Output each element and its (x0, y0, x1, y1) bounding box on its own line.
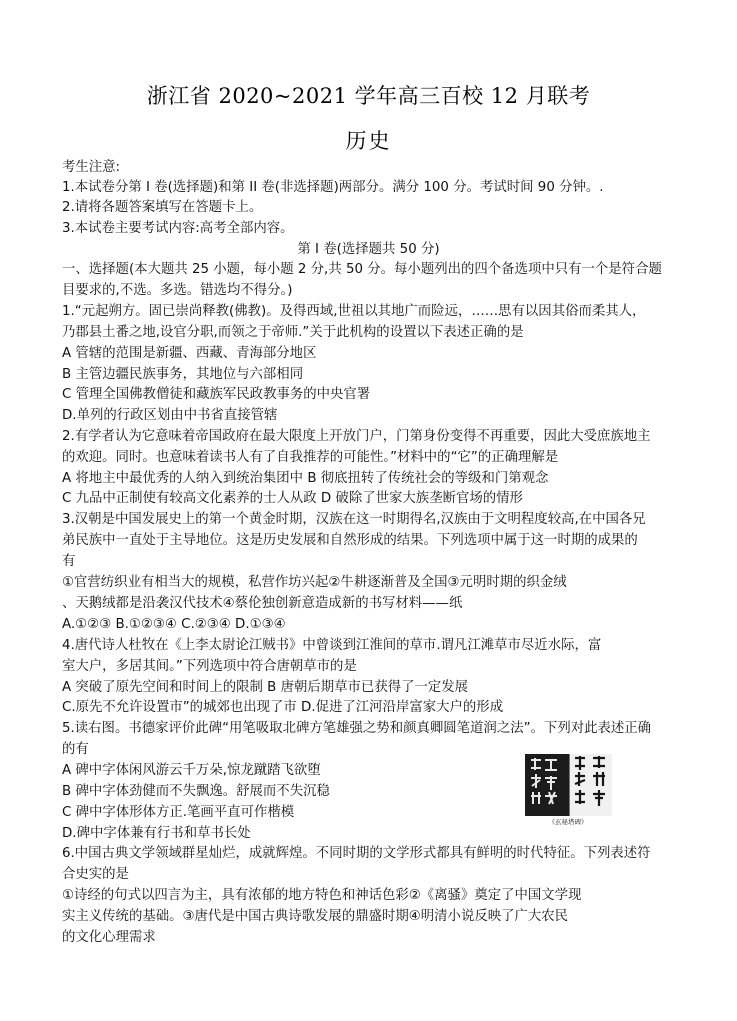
answer-option-row: C.原先不允许设置市”的城郊也出现了市 D.促进了江河沿岸富家大户的形成 (62, 700, 504, 715)
section-instruction: 一、选择题(本大题共 25 小题，每小题 2 分,共 50 分。每小题列出的四个备选项中只有一个是符合题 (62, 262, 662, 277)
notice-item: 3.本试卷主要考试内容:高考全部内容。 (62, 221, 294, 236)
answer-option-row: A.①②③ B.①②③④ C.②③④ D.①③④ (62, 617, 286, 632)
answer-option: D.碑中字体兼有行书和草书长处 (62, 826, 251, 841)
section-instruction: 目要求的,不选。多选。错选均不得分。) (62, 283, 293, 298)
figure-caption: 《玄秘塔碑》 (548, 818, 588, 826)
calligraphy-rubbing-image (523, 752, 614, 827)
question-text: 2.有学者认为它意味着帝国政府在最大限度上开放门户，门第身份变得不再重要，因此大受庶族地主 (62, 429, 651, 444)
question-statement: 的文化心理需求 (62, 930, 156, 945)
answer-option: C 管理全国佛教僧徒和藏族军民政教事务的中央官署 (62, 387, 371, 402)
question-text: 室大户，多居其间。”下列选项中符合唐朝草市的是 (62, 659, 357, 674)
answer-option-row: A 将地主中最优秀的人纳入到统治集团中 B 彻底扭转了传统社会的等级和门第观念 (62, 471, 549, 486)
subject-title: 历史 (345, 129, 392, 153)
question-text: 6.中国古典文学领域群星灿烂，成就辉煌。不同时期的文学形式都具有鲜明的时代特征。下列表述符 (62, 846, 651, 861)
exam-title: 浙江省 2020~2021 学年高三百校 12 月联考 (146, 84, 591, 108)
answer-option-row: C 九品中正制使有较高文化素养的士人从政 D 破除了世家大族垄断官场的情形 (62, 491, 523, 506)
notice-heading: 考生注意: (62, 160, 121, 175)
question-text: 弟民族中一直处于主导地位。这是历史发展和自然形成的结果。下列选项中属于这一时期的成果的 (62, 533, 638, 548)
answer-option: A 碑中字体闲风游云千万朵,惊龙蹴踏飞欲堕 (62, 763, 321, 778)
answer-option: B 碑中字体劲健而不失飘逸。舒展而不失沉稳 (62, 784, 330, 799)
answer-option: B 主管边疆民族事务，其地位与六部相同 (62, 367, 304, 382)
question-text: 有 (62, 554, 76, 569)
answer-option: A 管辖的范围是新疆、西藏、青海部分地区 (62, 346, 317, 361)
question-text: 的欢迎。同时。也意味着读书人有了自我推荐的可能性。”材料中的“它”的正确理解是 (62, 450, 559, 465)
question-statement: 、天鹅绒都是沿袭汉代技术④蔡伦独创新意造成新的书写材料——纸 (62, 596, 463, 611)
question-statement: ①诗经的句式以四言为主，具有浓郁的地方特色和神话色彩②《离骚》奠定了中国文学现 (62, 888, 582, 903)
question-text: 合史实的是 (62, 867, 129, 882)
notice-item: 1.本试卷分第 I 卷(选择题)和第 II 卷(非选择题)两部分。满分 100 分。考试时间 90 分钟。. (62, 180, 604, 195)
question-text: 乃郡县土番之地,设官分职,而领之于帝师.”关于此机构的设置以下表述正确的是 (62, 325, 524, 340)
question-text: 1.“元起朔方。固已崇尚释教(佛教)。及得西域,世祖以其地广而险远，……思有以因其俗而柔其人， (62, 304, 646, 319)
question-text: 3.汉朝是中国发展史上的第一个黄金时期，汉族在这一时期得名,汉族由于文明程度较高,在中国各兄 (62, 512, 646, 527)
answer-option: C 碑中字体形体方正.笔画平直可作楷模 (62, 805, 295, 820)
notice-item: 2.请将各题答案填写在答题卡上。 (62, 200, 263, 215)
question-statement: ①官营纺织业有相当大的规模，私营作坊兴起②牛耕逐渐普及全国③元明时期的织金绒 (62, 575, 567, 590)
calligraphy-rubbing-icon (523, 752, 614, 827)
question-text: 5.读右图。书德家评价此碑“用笔吸取北碑方笔雄强之势和颜真卿圆笔道润之法”。下列对此表述正确 (62, 721, 652, 736)
question-statement: 实主义传统的基础。③唐代是中国古典诗歌发展的鼎盛时期④明清小说反映了广大农民 (62, 909, 569, 924)
question-text: 4.唐代诗人杜牧在《上李太尉论江贼书》中曾谈到江淮间的草市.谓凡江滩草市尽近水际，富 (62, 638, 602, 653)
question-text: 的有 (62, 742, 89, 757)
section-heading: 第 I 卷(选择题共 50 分) (297, 242, 440, 257)
answer-option-row: A 突破了原先空间和时间上的限制 B 唐朝后期草市已获得了一定发展 (62, 680, 469, 695)
answer-option: D.单列的行政区划由中书省直接管辖 (62, 408, 278, 423)
